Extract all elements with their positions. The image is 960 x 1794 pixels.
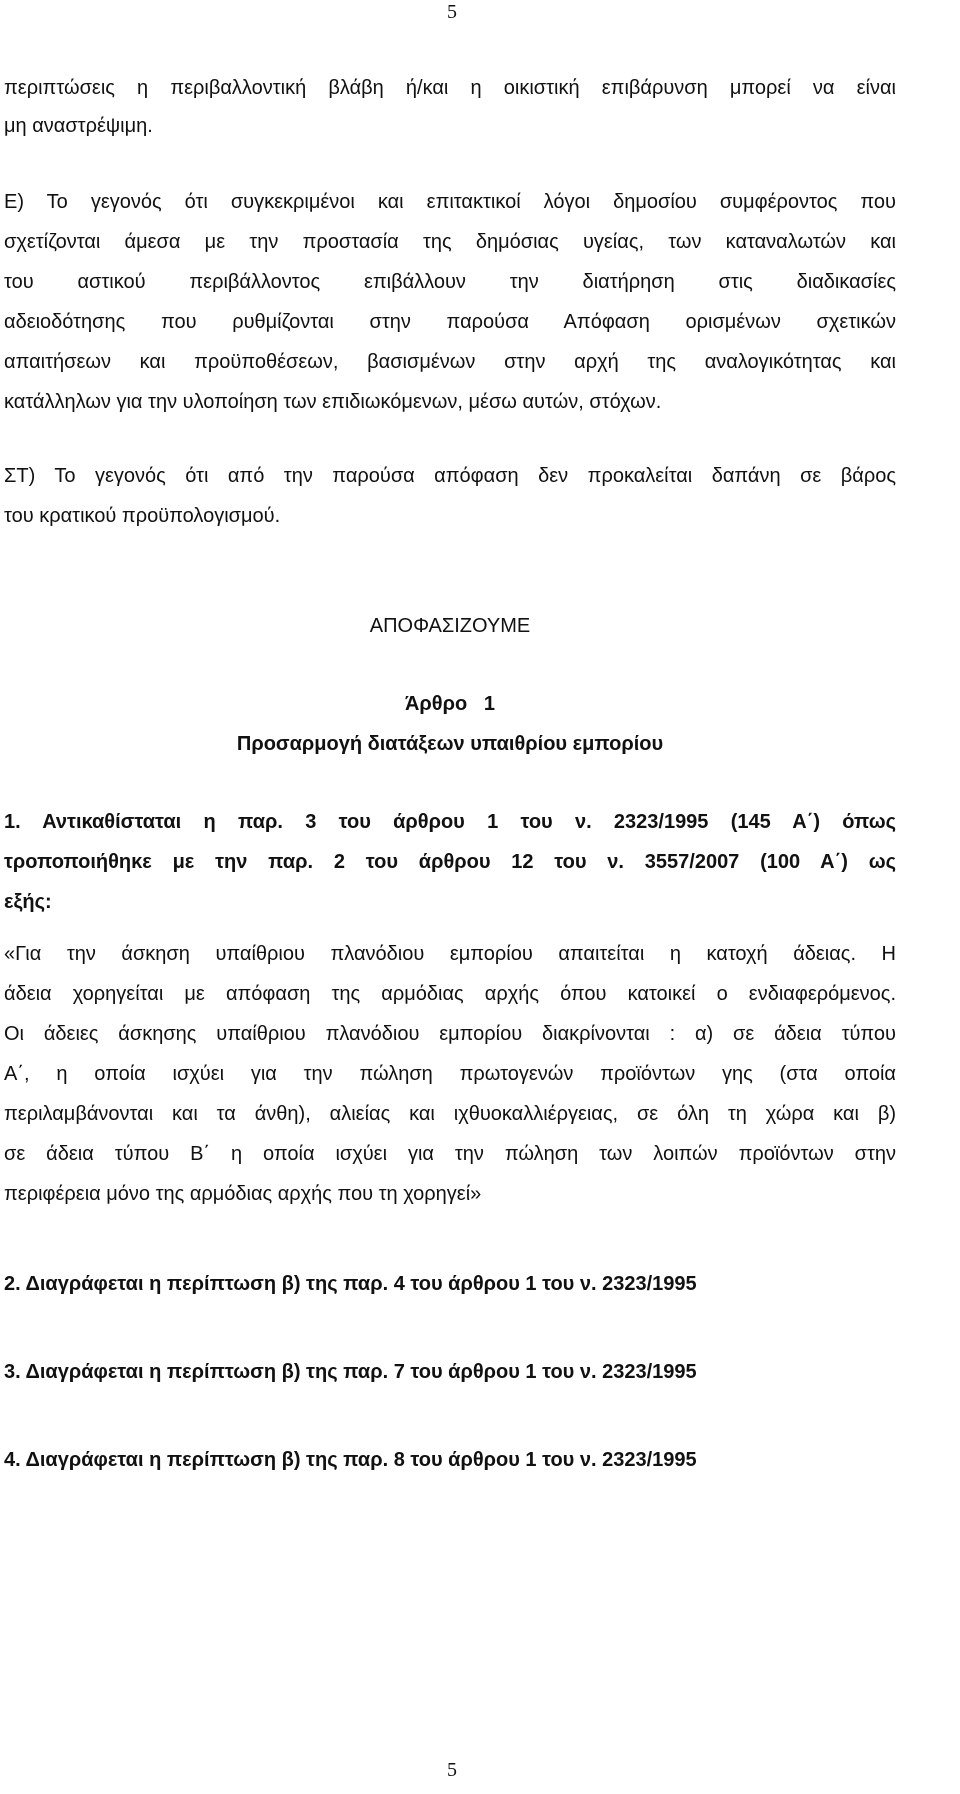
para-e-line-2: σχετίζονται άμεσα με την προστασία της δημόσιας υγείας, των καταναλωτών και [4,231,896,253]
quote-line-6: σε άδεια τύπου Β΄ η οποία ισχύει για την πώληση των λοιπών προϊόντων στην [4,1143,896,1165]
quote-line-1: «Για την άσκηση υπαίθριου πλανόδιου εμπορίου απαιτείται η κατοχή άδειας. Η [4,943,896,965]
para-e-line-1: Ε) Το γεγονός ότι συγκεκριμένοι και επιτακτικοί λόγοι δημοσίου συμφέροντος που [4,191,896,213]
item-1-line-2: τροποποιήθηκε με την παρ. 2 του άρθρου 12 του ν. 3557/2007 (100 Α΄) ως [4,851,896,873]
item-1-line-3: εξής: [4,891,52,913]
article-subtitle: Προσαρμογή διατάξεων υπαιθρίου εμπορίου [236,733,664,755]
para-e-line-6: κατάλληλων για την υλοποίηση των επιδιωκόμενων, μέσω αυτών, στόχων. [4,391,662,413]
intro-line-1: περιπτώσεις η περιβαλλοντική βλάβη ή/και η οικιστική επιβάρυνση μπορεί να είναι [4,77,896,99]
para-st-line-1: ΣΤ) Το γεγονός ότι από την παρούσα απόφαση δεν προκαλείται δαπάνη σε βάρος [4,465,896,487]
quote-line-2: άδεια χορηγείται με απόφαση της αρμόδιας αρχής όπου κατοικεί ο ενδιαφερόμενος. [4,983,896,1005]
quote-line-3: Οι άδειες άσκησης υπαίθριου πλανόδιου εμπορίου διακρίνονται : α) σε άδεια τύπου [4,1023,896,1045]
page-number-top: 5 [447,1,457,23]
quote-line-7: περιφέρεια μόνο της αρμόδιας αρχής που τη χορηγεί» [4,1183,482,1205]
item-2: 2. Διαγράφεται η περίπτωση β) της παρ. 4 του άρθρου 1 του ν. 2323/1995 [4,1273,697,1295]
article-title: Άρθρο 1 [404,693,495,715]
item-1-line-1: 1. Αντικαθίσταται η παρ. 3 του άρθρου 1 του ν. 2323/1995 (145 Α΄) όπως [4,811,896,833]
item-4: 4. Διαγράφεται η περίπτωση β) της παρ. 8 του άρθρου 1 του ν. 2323/1995 [4,1449,697,1471]
page-number-bottom: 5 [447,1759,457,1781]
quote-line-4: Α΄, η οποία ισχύει για την πώληση πρωτογενών προϊόντων γης (στα οποία [4,1063,896,1085]
decision-heading: ΑΠΟΦΑΣΙΖΟΥΜΕ [369,615,531,637]
quote-line-5: περιλαμβάνονται και τα άνθη), αλιείας και ιχθυοκαλλιέργειας, σε όλη τη χώρα και β) [4,1103,896,1125]
para-e-line-5: απαιτήσεων και προϋποθέσεων, βασισμένων στην αρχή της αναλογικότητας και [4,351,896,373]
intro-line-2: μη αναστρέψιμη. [4,115,153,137]
para-e-line-4: αδειοδότησης που ρυθμίζονται στην παρούσα Απόφαση ορισμένων σχετικών [4,311,896,333]
item-3: 3. Διαγράφεται η περίπτωση β) της παρ. 7 του άρθρου 1 του ν. 2323/1995 [4,1361,697,1383]
para-e-line-3: του αστικού περιβάλλοντος επιβάλλουν την διατήρηση στις διαδικασίες [4,271,896,293]
para-st-line-2: του κρατικού προϋπολογισμού. [4,505,281,527]
